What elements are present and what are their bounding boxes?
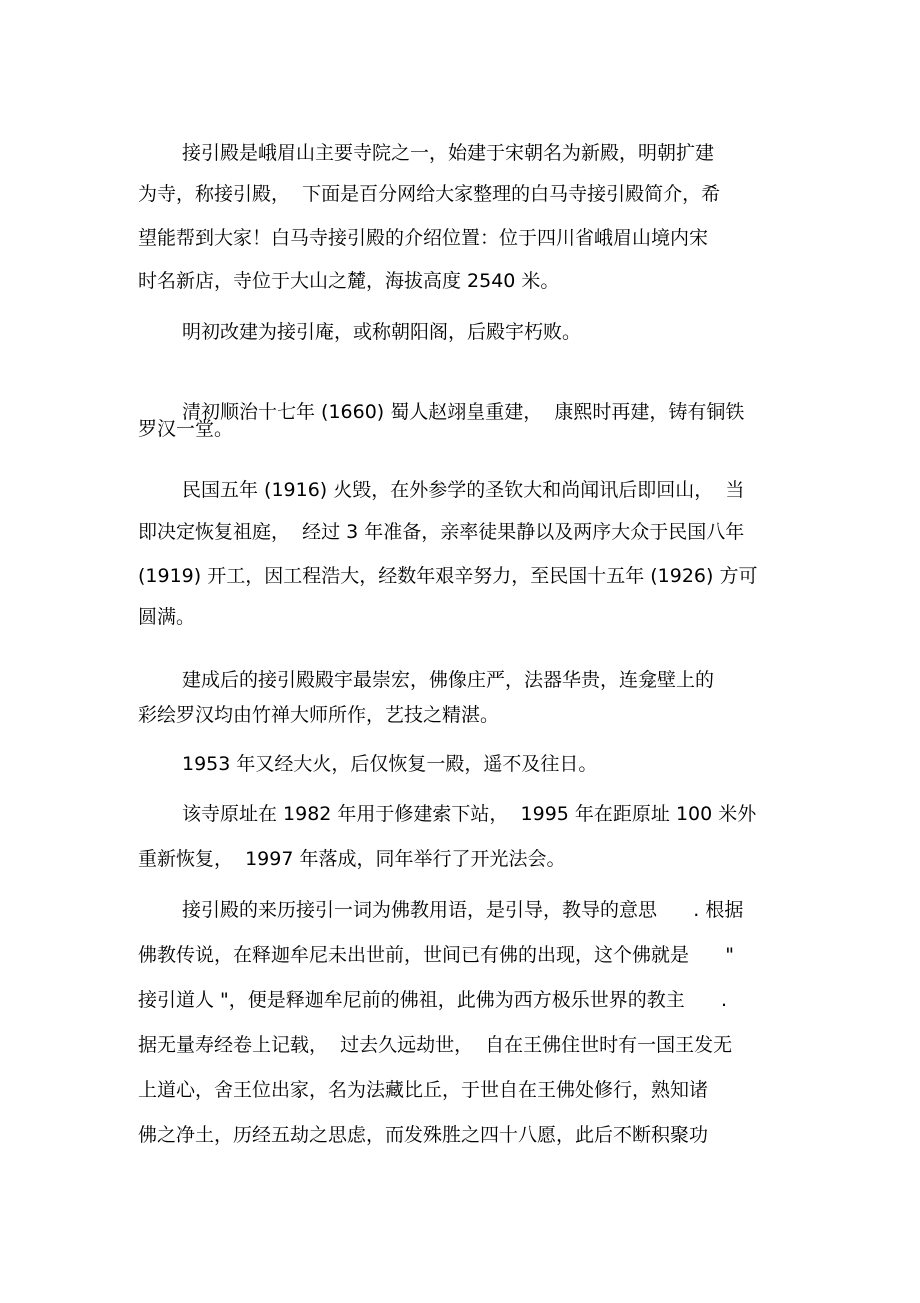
text-line: 望能帮到大家！白马寺接引殿的介绍位置：位于四川省峨眉山境内宋 [138, 227, 709, 249]
text-line: 时名新店，寺位于大山之麓，海拔高度 2540 米。 [138, 270, 560, 292]
text-line: 建成后的接引殿殿宇最崇宏，佛像庄严，法器华贵，连龛壁上的 [182, 669, 715, 691]
text-line: 明初改建为接引庵，或称朝阳阁，后殿宇朽败。 [182, 321, 582, 343]
text-line: 据无量寿经卷上记载， 过去久远劫世， 自在王佛住世时有一国王发无 [138, 1034, 733, 1056]
text-line: 佛之净土，历经五劫之思虑，而发殊胜之四十八愿，此后不断积聚功 [138, 1124, 709, 1146]
text-line: 上道心，舍王位出家，名为法藏比丘，于世自在王佛处修行，熟知诸 [138, 1079, 709, 1101]
text-line: 佛教传说，在释迦牟尼未出世前，世间已有佛的出现，这个佛就是 " [138, 944, 734, 966]
text-line: 为寺，称接引殿， 下面是百分网给大家整理的白马寺接引殿简介，希 [138, 183, 721, 205]
text-line: 接引殿的来历接引一词为佛教用语，是引导，教导的意思 . 根据 [182, 899, 744, 921]
text-line: 罗汉一堂。 [138, 418, 234, 440]
text-line: 接引殿是峨眉山主要寺院之一，始建于宋朝名为新殿，明朝扩建 [182, 142, 715, 164]
text-line: 圆满。 [138, 606, 196, 628]
text-line: 接引道人 "，便是释迦牟尼前的佛祖，此佛为西方极乐世界的教主 . [138, 989, 728, 1011]
text-line: 即决定恢复祖庭， 经过 3 年准备，亲率徒果静以及两序大众于民国八年 [138, 521, 745, 543]
text-line: 重新恢复， 1997 年落成，同年举行了开光法会。 [138, 848, 566, 870]
text-line: (1919) 开工，因工程浩大，经数年艰辛努力，至民国十五年 (1926) 方可 [138, 565, 758, 587]
text-line: 民国五年 (1916) 火毁，在外参学的圣钦大和尚闻讯后即回山， 当 [182, 479, 745, 501]
text-line: 1953 年又经大火，后仅恢复一殿，遥不及往日。 [182, 753, 598, 775]
text-line: 彩绘罗汉均由竹禅大师所作，艺技之精湛。 [138, 704, 500, 726]
text-line: 清初顺治十七年 (1660) 蜀人赵翊皇重建， 康熙时再建，铸有铜铁 [182, 401, 745, 423]
text-line: 该寺原址在 1982 年用于修建索下站， 1995 年在距原址 100 米外 [182, 803, 757, 825]
